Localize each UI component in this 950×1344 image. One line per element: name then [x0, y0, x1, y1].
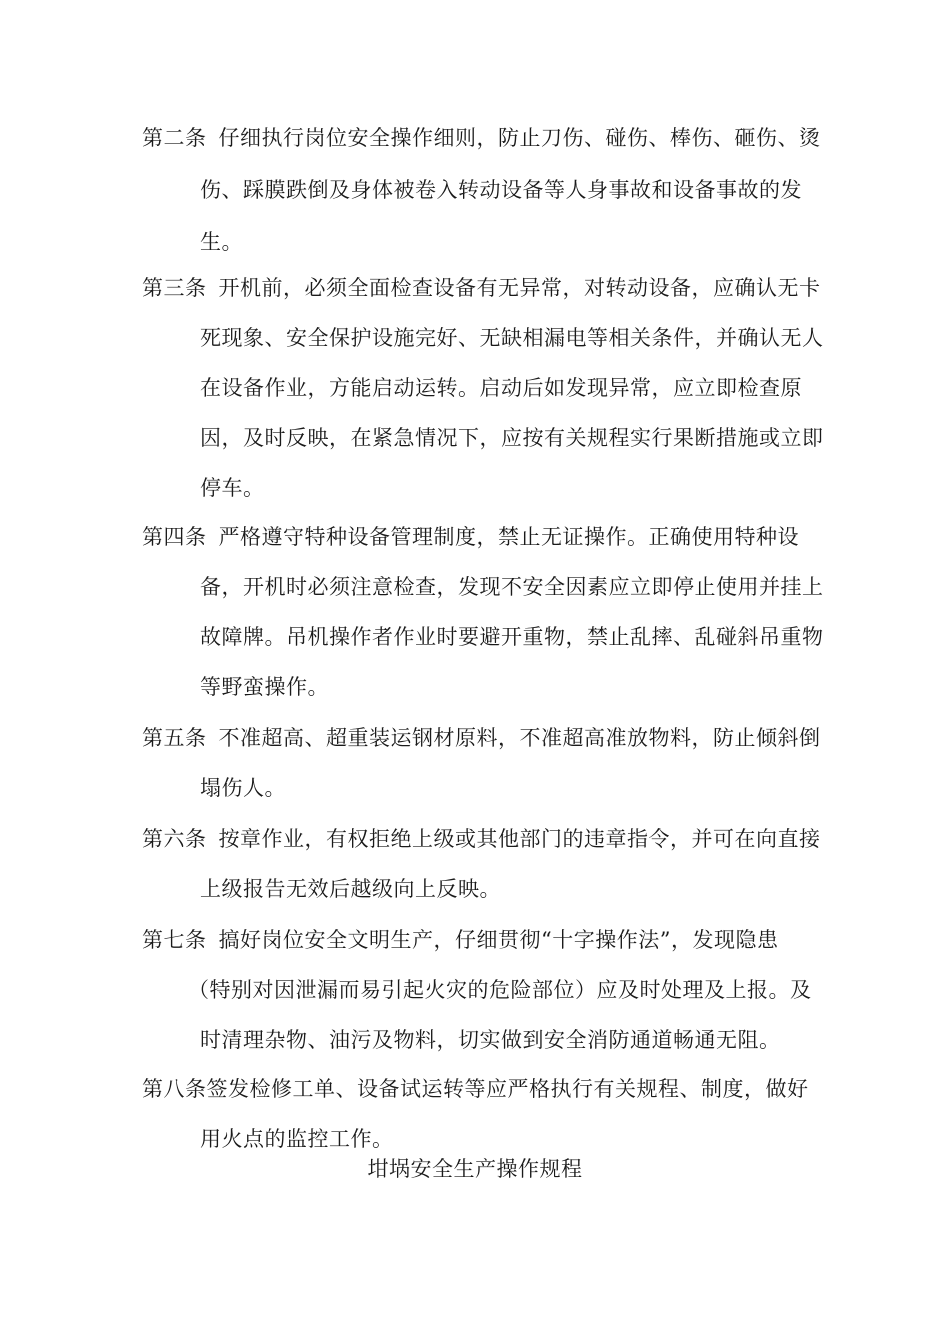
article-line: 时清理杂物、油污及物料，切实做到安全消防通道畅通无阻。: [200, 1028, 781, 1052]
article-line: [142, 928, 778, 952]
article-text: 开机前，必须全面检查设备有无异常，对转动设备，应确认无卡: [218, 276, 821, 300]
article-text: 按章作业，有权拒绝上级或其他部门的违章指令，并可在向直接: [218, 827, 821, 851]
article-line: [142, 726, 821, 750]
article-label: 第六条: [142, 827, 207, 851]
article-label: 第五条: [142, 726, 207, 750]
article-line: 伤、踩膜跌倒及身体被卷入转动设备等人身事故和设备事故的发: [200, 178, 802, 202]
article-line: 上级报告无效后越级向上反映。: [200, 877, 501, 901]
article-line: [142, 126, 821, 150]
article-line: [142, 525, 799, 549]
article-line: 生。: [200, 230, 243, 254]
article-line: 备，开机时必须注意检查，发现不安全因素应立即停止使用并挂上: [200, 575, 824, 599]
article-line: 用火点的监控工作。: [200, 1127, 394, 1151]
article-line: 等野蛮操作。: [200, 675, 329, 699]
article-text: 签发检修工单、设备试运转等应严格执行有关规程、制度，做好: [206, 1077, 809, 1101]
article-line: 因，及时反映，在紧急情况下，应按有关规程实行果断措施或立即: [200, 426, 824, 450]
article-line: 塌伤人。: [200, 776, 286, 800]
article-line: [142, 827, 821, 851]
article-text: 搞好岗位安全文明生产，仔细贯彻“十字操作法”，发现隐患: [218, 928, 779, 952]
article-line: （特别对因泄漏而易引起火灾的危险部位）应及时处理及上报。及: [188, 978, 812, 1002]
article-line: 停车。: [200, 476, 265, 500]
article-text: 仔细执行岗位安全操作细则，防止刀伤、碰伤、棒伤、砸伤、烫: [218, 126, 821, 150]
article-line: [142, 276, 821, 300]
article-label: 第二条: [142, 126, 207, 150]
article-text: 不准超高、超重装运钢材原料，不准超高准放物料，防止倾斜倒: [218, 726, 821, 750]
article-line: 在设备作业，方能启动运转。启动后如发现异常，应立即检查原: [200, 376, 802, 400]
article-text: 严格遵守特种设备管理制度，禁止无证操作。正确使用特种设: [218, 525, 799, 549]
section-title: 坩埚安全生产操作规程: [367, 1157, 583, 1181]
article-line: 故障牌。吊机操作者作业时要避开重物，禁止乱摔、乱碰斜吊重物: [200, 625, 824, 649]
article-label: 第四条: [142, 525, 207, 549]
article-line: [142, 1077, 809, 1101]
article-line: 死现象、安全保护设施完好、无缺相漏电等相关条件，并确认无人: [200, 326, 824, 350]
article-label: 第七条: [142, 928, 207, 952]
article-label: 第八条: [142, 1077, 207, 1101]
article-label: 第三条: [142, 276, 207, 300]
